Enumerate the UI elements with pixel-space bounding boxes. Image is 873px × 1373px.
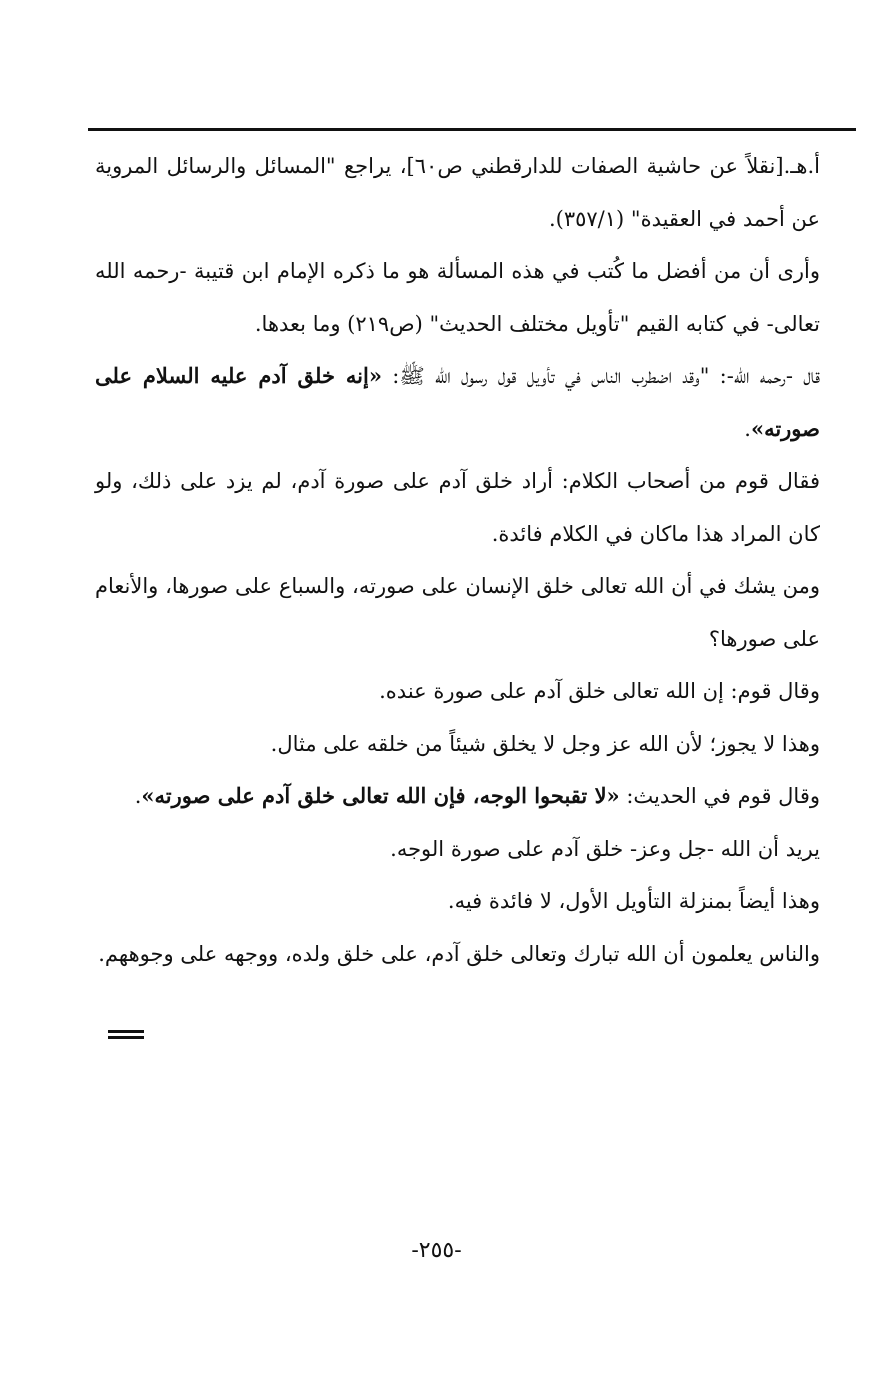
paragraph-11	[95, 928, 820, 981]
paragraph-7	[95, 718, 820, 771]
paragraph-9-text: يريد أن الله -جل وعز- خلق آدم على صورة الوجه.	[390, 836, 820, 861]
paragraph-3-text: قال -رحمه الله-: "وقد اضطرب الناس في تأويل قول رسول الله ﷺ:	[381, 364, 820, 388]
paragraph-3-end: .	[744, 416, 751, 441]
paragraph-4	[95, 455, 820, 560]
paragraph-7-text: وهذا لا يجوز؛ لأن الله عز وجل لا يخلق شيئاً من خلقه على مثال.	[270, 731, 820, 756]
paragraph-8-text: وقال قوم في الحديث:	[619, 784, 820, 808]
section-end-mark	[108, 1030, 144, 1040]
paragraph-6-text: وقال قوم: إن الله تعالى خلق آدم على صورة عنده.	[379, 679, 820, 703]
paragraph-4-text: فقال قوم من أصحاب الكلام: أراد خلق آدم على صورة آدم، لم يزد على ذلك، ولو كان المراد هذا ماكان في الكلام فائدة.	[95, 469, 820, 546]
paragraph-6	[95, 665, 820, 718]
hadith-quote-1: «إنه خلق آدم عليه السلام على صورته»	[95, 363, 820, 441]
paragraph-8-end: .	[134, 784, 142, 808]
paragraph-10	[95, 875, 820, 928]
paragraph-9	[95, 823, 820, 876]
paragraph-11-text: والناس يعلمون أن الله تبارك وتعالى خلق آدم، على خلق ولده، ووجهه على وجوههم.	[98, 941, 820, 966]
paragraph-10-text: وهذا أيضاً بمنزلة التأويل الأول، لا فائدة فيه.	[447, 889, 820, 913]
hadith-quote-2: «لا تقبحوا الوجه، فإن الله تعالى خلق آدم على صورته»	[141, 783, 620, 808]
page-number: -٢٥٥-	[411, 1238, 462, 1263]
body-text	[95, 140, 820, 980]
paragraph-5-text: ومن يشك في أن الله تعالى خلق الإنسان على صورته، والسباع على صورها، والأنعام على صورها؟	[95, 574, 820, 651]
paragraph-1-text: أ.هـ.[نقلاً عن حاشية الصفات للدارقطني ص٦٠]، يراجع "المسائل والرسائل المروية عن أحمد في العقيدة" (٣٥٧/١).	[95, 154, 820, 231]
paragraph-5	[95, 560, 820, 665]
paragraph-2-text: وأرى أن من أفضل ما كُتب في هذه المسألة هو ما ذكره الإمام ابن قتيبة -رحمه الله تعالى- في كتابه القيم "تأويل مختلف الحديث" (ص٢١٩) وما بعدها.	[95, 259, 820, 336]
header-rule	[88, 128, 856, 131]
paragraph-8	[95, 770, 820, 823]
paragraph-1	[95, 140, 820, 245]
paragraph-2	[95, 245, 820, 350]
paragraph-3	[95, 350, 820, 455]
